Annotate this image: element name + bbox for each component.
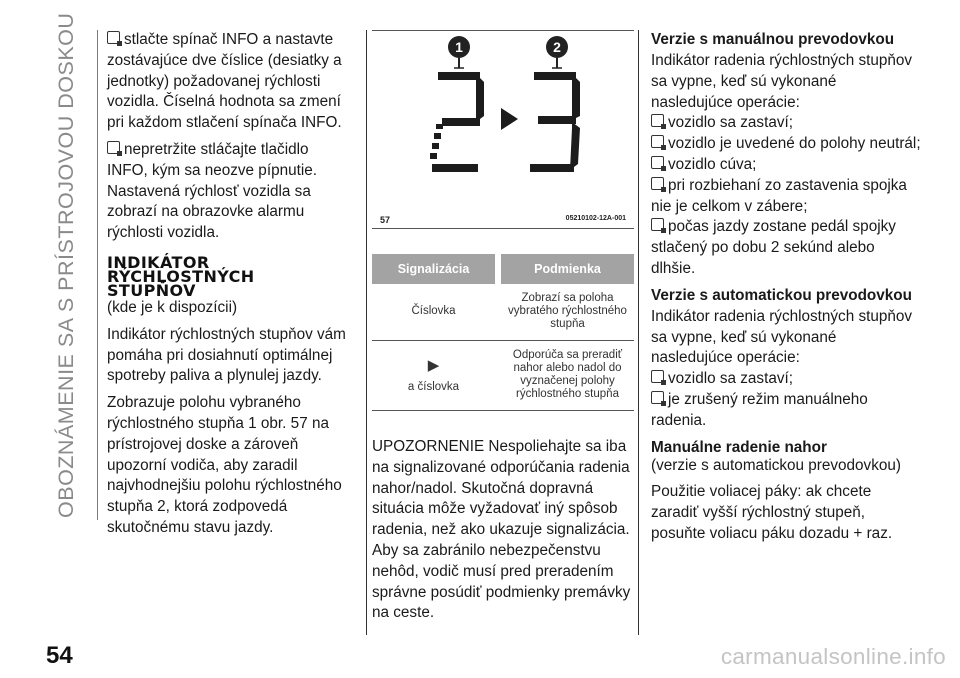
paragraph-manual-intro: Indikátor radenia rýchlostných stupňov sa vypne, keď sú vykonané nasledujúce operácie:	[651, 52, 913, 111]
list-item: vozidlo je uvedené do polohy neutrál;	[651, 134, 921, 155]
figure-code: 05210102-12A-001	[565, 215, 626, 222]
list-auto-conditions	[651, 369, 921, 431]
page-number: 54	[46, 642, 73, 669]
warning-paragraph: UPOZORNENIE Nespoliehajte sa iba na signalizované odporúčania radenia nahor/nadol. Skutočná dopravná situácia môže vyžadovať iný spôsob radenia, než ako ukazuje signalizácia. Aby sa zabránilo nebezpečenstvu nehôd, vodič musí pred preradením správne posúdiť podmienky premávky na ceste.	[372, 438, 631, 622]
svg-text:1: 1	[455, 39, 463, 55]
paragraph-intro: Indikátor rýchlostných stupňov vám pomáha pri dosiahnutí optimálnej spotreby paliva a plynulej jazdy.	[107, 325, 346, 385]
bullet-icon	[651, 135, 664, 148]
table-cell-signal: Číslovka	[372, 284, 495, 341]
chapter-side-title: OBOZNÁMENIE SA S PRÍSTROJOVOU DOSKOU	[54, 12, 78, 518]
paragraph-bullet-info: stlačte spínač INFO a nastavte zostávajúce dve číslice (desiatky a jednotky) požadovanej rýchlosti vozidla. Číselná hodnota sa zmení pri každom stlačení spínača INFO.	[107, 31, 342, 132]
heading-manual-gearbox: Verzie s manuálnou prevodovkou	[651, 31, 895, 48]
watermark: carmanualsonline.info	[720, 644, 946, 669]
figure-gear-indicator	[372, 30, 634, 230]
signal-table	[372, 254, 634, 411]
digit-suggested-gear	[530, 72, 580, 172]
table-header-signal: Signalizácia	[372, 254, 495, 284]
heading-manual-shift: Manuálne radenie nahor	[651, 438, 827, 456]
table-cell-signal: ▶ a číslovka	[372, 341, 495, 411]
column-divider	[366, 30, 367, 635]
bullet-icon	[651, 370, 664, 383]
side-divider	[97, 30, 98, 520]
heading-automatic-gearbox: Verzie s automatickou prevodovkou	[651, 286, 912, 304]
paragraph-auto-intro: Indikátor radenia rýchlostných stupňov sa vypne, keď sú vykonané nasledujúce operácie:	[651, 307, 913, 367]
column-right	[651, 30, 921, 551]
list-item: počas jazdy zostane pedál spojky stlačený po dobu 2 sekúnd alebo dlhšie.	[651, 218, 896, 277]
bullet-icon	[651, 114, 664, 127]
table-cell-condition: Odporúča sa preradiť nahor alebo nadol do vyznačenej polohy rýchlostného stupňa	[501, 341, 634, 411]
section-heading: INDIKÁTOR RÝCHLOSTNÝCH STUPŇOV	[107, 252, 255, 300]
list-manual-conditions	[651, 113, 921, 279]
column-left	[107, 30, 352, 545]
list-item: pri rozbiehaní zo zastavenia spojka nie je celkom v zábere;	[651, 176, 907, 215]
table-row	[372, 341, 634, 411]
list-item: je zrušený režim manuálneho radenia.	[651, 390, 868, 429]
subheading-manual-shift: (verzie s automatickou prevodovkou)	[651, 456, 901, 474]
callout-1	[448, 36, 470, 68]
callout-2	[546, 36, 568, 68]
bullet-icon	[651, 218, 664, 231]
bullet-icon	[107, 31, 120, 44]
column-divider	[638, 30, 639, 635]
bullet-icon	[651, 177, 664, 190]
bullet-icon	[651, 156, 664, 169]
column-middle	[372, 30, 634, 624]
paragraph-bullet-hold: nepretržite stláčajte tlačidlo INFO, kým sa neozve pípnutie. Nastavená rýchlosť vozidla sa zobrazí na obrazovke alarmu rýchlosti vozidla.	[107, 140, 317, 242]
bullet-icon	[107, 141, 120, 154]
bullet-icon	[651, 391, 664, 404]
table-cell-condition: Zobrazí sa poloha vybratého rýchlostného stupňa	[501, 284, 634, 341]
table-row	[372, 284, 634, 341]
table-header-condition: Podmienka	[501, 254, 634, 284]
digit-current-gear	[430, 72, 484, 172]
list-item: vozidlo cúva;	[651, 155, 921, 176]
figure-number: 57	[380, 215, 391, 225]
arrow-right-icon: ▶	[427, 356, 440, 374]
paragraph-manual-shift: Použitie voliacej páky: ak chcete zaradiť vyšší rýchlostný stupeň, posuňte voliacu páku dozadu + raz.	[651, 483, 893, 542]
section-subheading: (kde je k dispozícii)	[107, 298, 238, 316]
gear-display-illustration	[372, 30, 634, 230]
list-item: vozidlo sa zastaví;	[651, 369, 921, 390]
list-item: vozidlo sa zastaví;	[651, 113, 921, 134]
table-header-row	[372, 254, 634, 284]
paragraph-description: Zobrazuje polohu vybraného rýchlostného stupňa 1 obr. 57 na prístrojovej doske a zároveň upozorní vodiča, aby zaradil najvhodnejšiu polohu rýchlostného stupňa 2, ktorá zodpovedá skutočnému stavu jazdy.	[107, 394, 342, 536]
shift-arrow-icon	[501, 108, 518, 130]
svg-text:2: 2	[553, 39, 561, 55]
